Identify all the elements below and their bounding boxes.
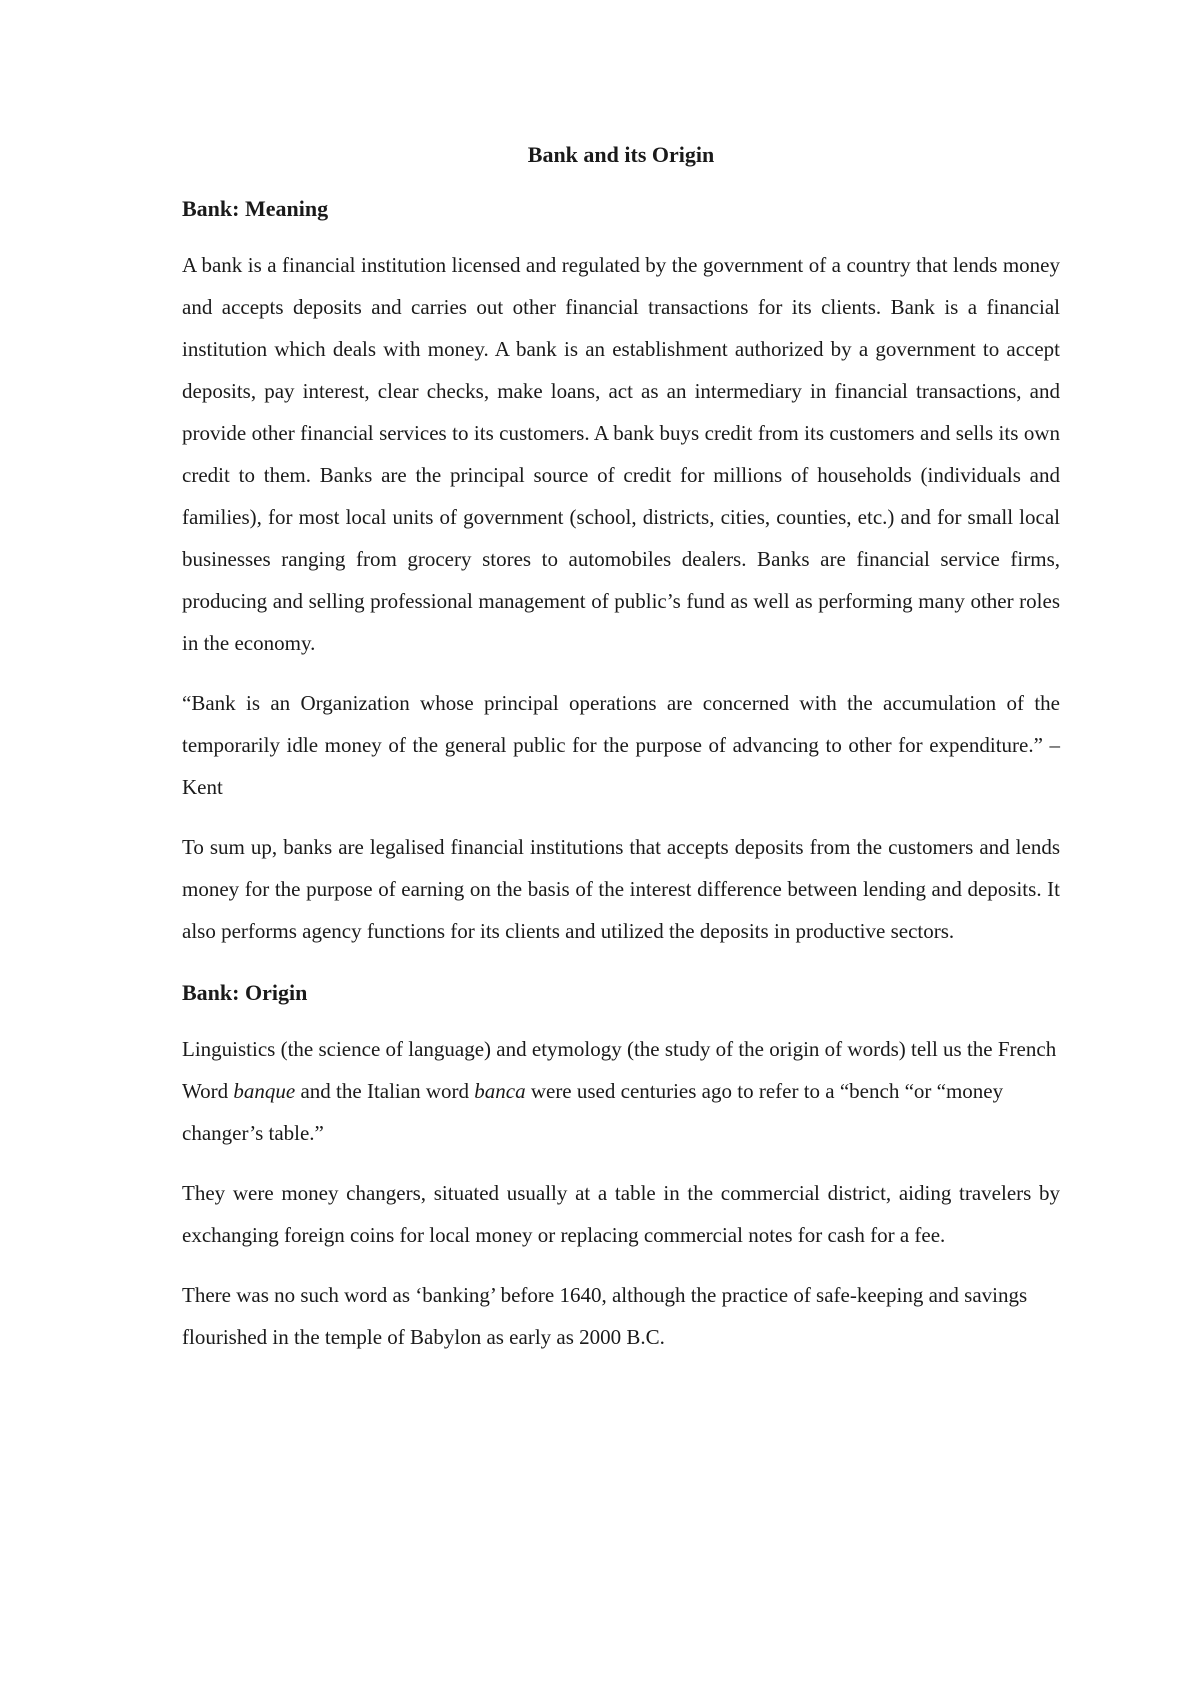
french-word-banque: banque	[233, 1079, 296, 1103]
kent-quote-paragraph: “Bank is an Organization whose principal operations are concerned with the accumulation of the temporarily idle money of the general public for the purpose of advancing to other for expenditure.” – Kent	[182, 691, 1060, 799]
origin-paragraph-2: They were money changers, situated usually at a table in the commercial district, aiding travelers by exchanging foreign coins for local money or replacing commercial notes for cash for a fee.	[182, 1181, 1060, 1247]
origin-text-part-2: and the Italian word	[295, 1079, 475, 1103]
summary-paragraph: To sum up, banks are legalised financial institutions that accepts deposits from the customers and lends money for the purpose of earning on the basis of the interest difference between lending and deposits. It also performs agency functions for its clients and utilized the deposits in productive sectors.	[182, 835, 1060, 943]
page-title: Bank and its Origin	[527, 142, 715, 167]
document-page	[182, 140, 1060, 1376]
italian-word-banca: banca	[474, 1079, 526, 1103]
meaning-paragraph-1: A bank is a financial institution licensed and regulated by the government of a country that lends money and accepts deposits and carries out other financial transactions for its clients. Bank is a financial institution which deals with money. A bank is an establishment authorized by a government to accept deposits, pay interest, clear checks, make loans, act as an intermediary in financial transactions, and provide other financial services to its customers. A bank buys credit from its customers and sells its own credit to them. Banks are the principal source of credit for millions of households (individuals and families), for most local units of government (school, districts, cities, counties, etc.) and for small local businesses ranging from grocery stores to automobiles dealers. Banks are financial service firms, producing and selling professional management of public’s fund as well as performing many other roles in the economy.	[182, 253, 1060, 655]
origin-paragraph-1	[182, 1028, 1060, 1154]
section-heading-meaning: Bank: Meaning	[182, 196, 329, 221]
origin-text-part-1: Linguistics (the science of language) and etymology (the study of the origin of words) tell us the French Word	[182, 1037, 1057, 1103]
origin-paragraph-3: There was no such word as ‘banking’ before 1640, although the practice of safe-keeping and savings flourished in the temple of Babylon as early as 2000 B.C.	[182, 1283, 1028, 1349]
origin-text-part-3: were used centuries ago to refer to a “bench “or “money changer’s table.”	[182, 1079, 1004, 1145]
section-heading-origin: Bank: Origin	[182, 980, 308, 1005]
